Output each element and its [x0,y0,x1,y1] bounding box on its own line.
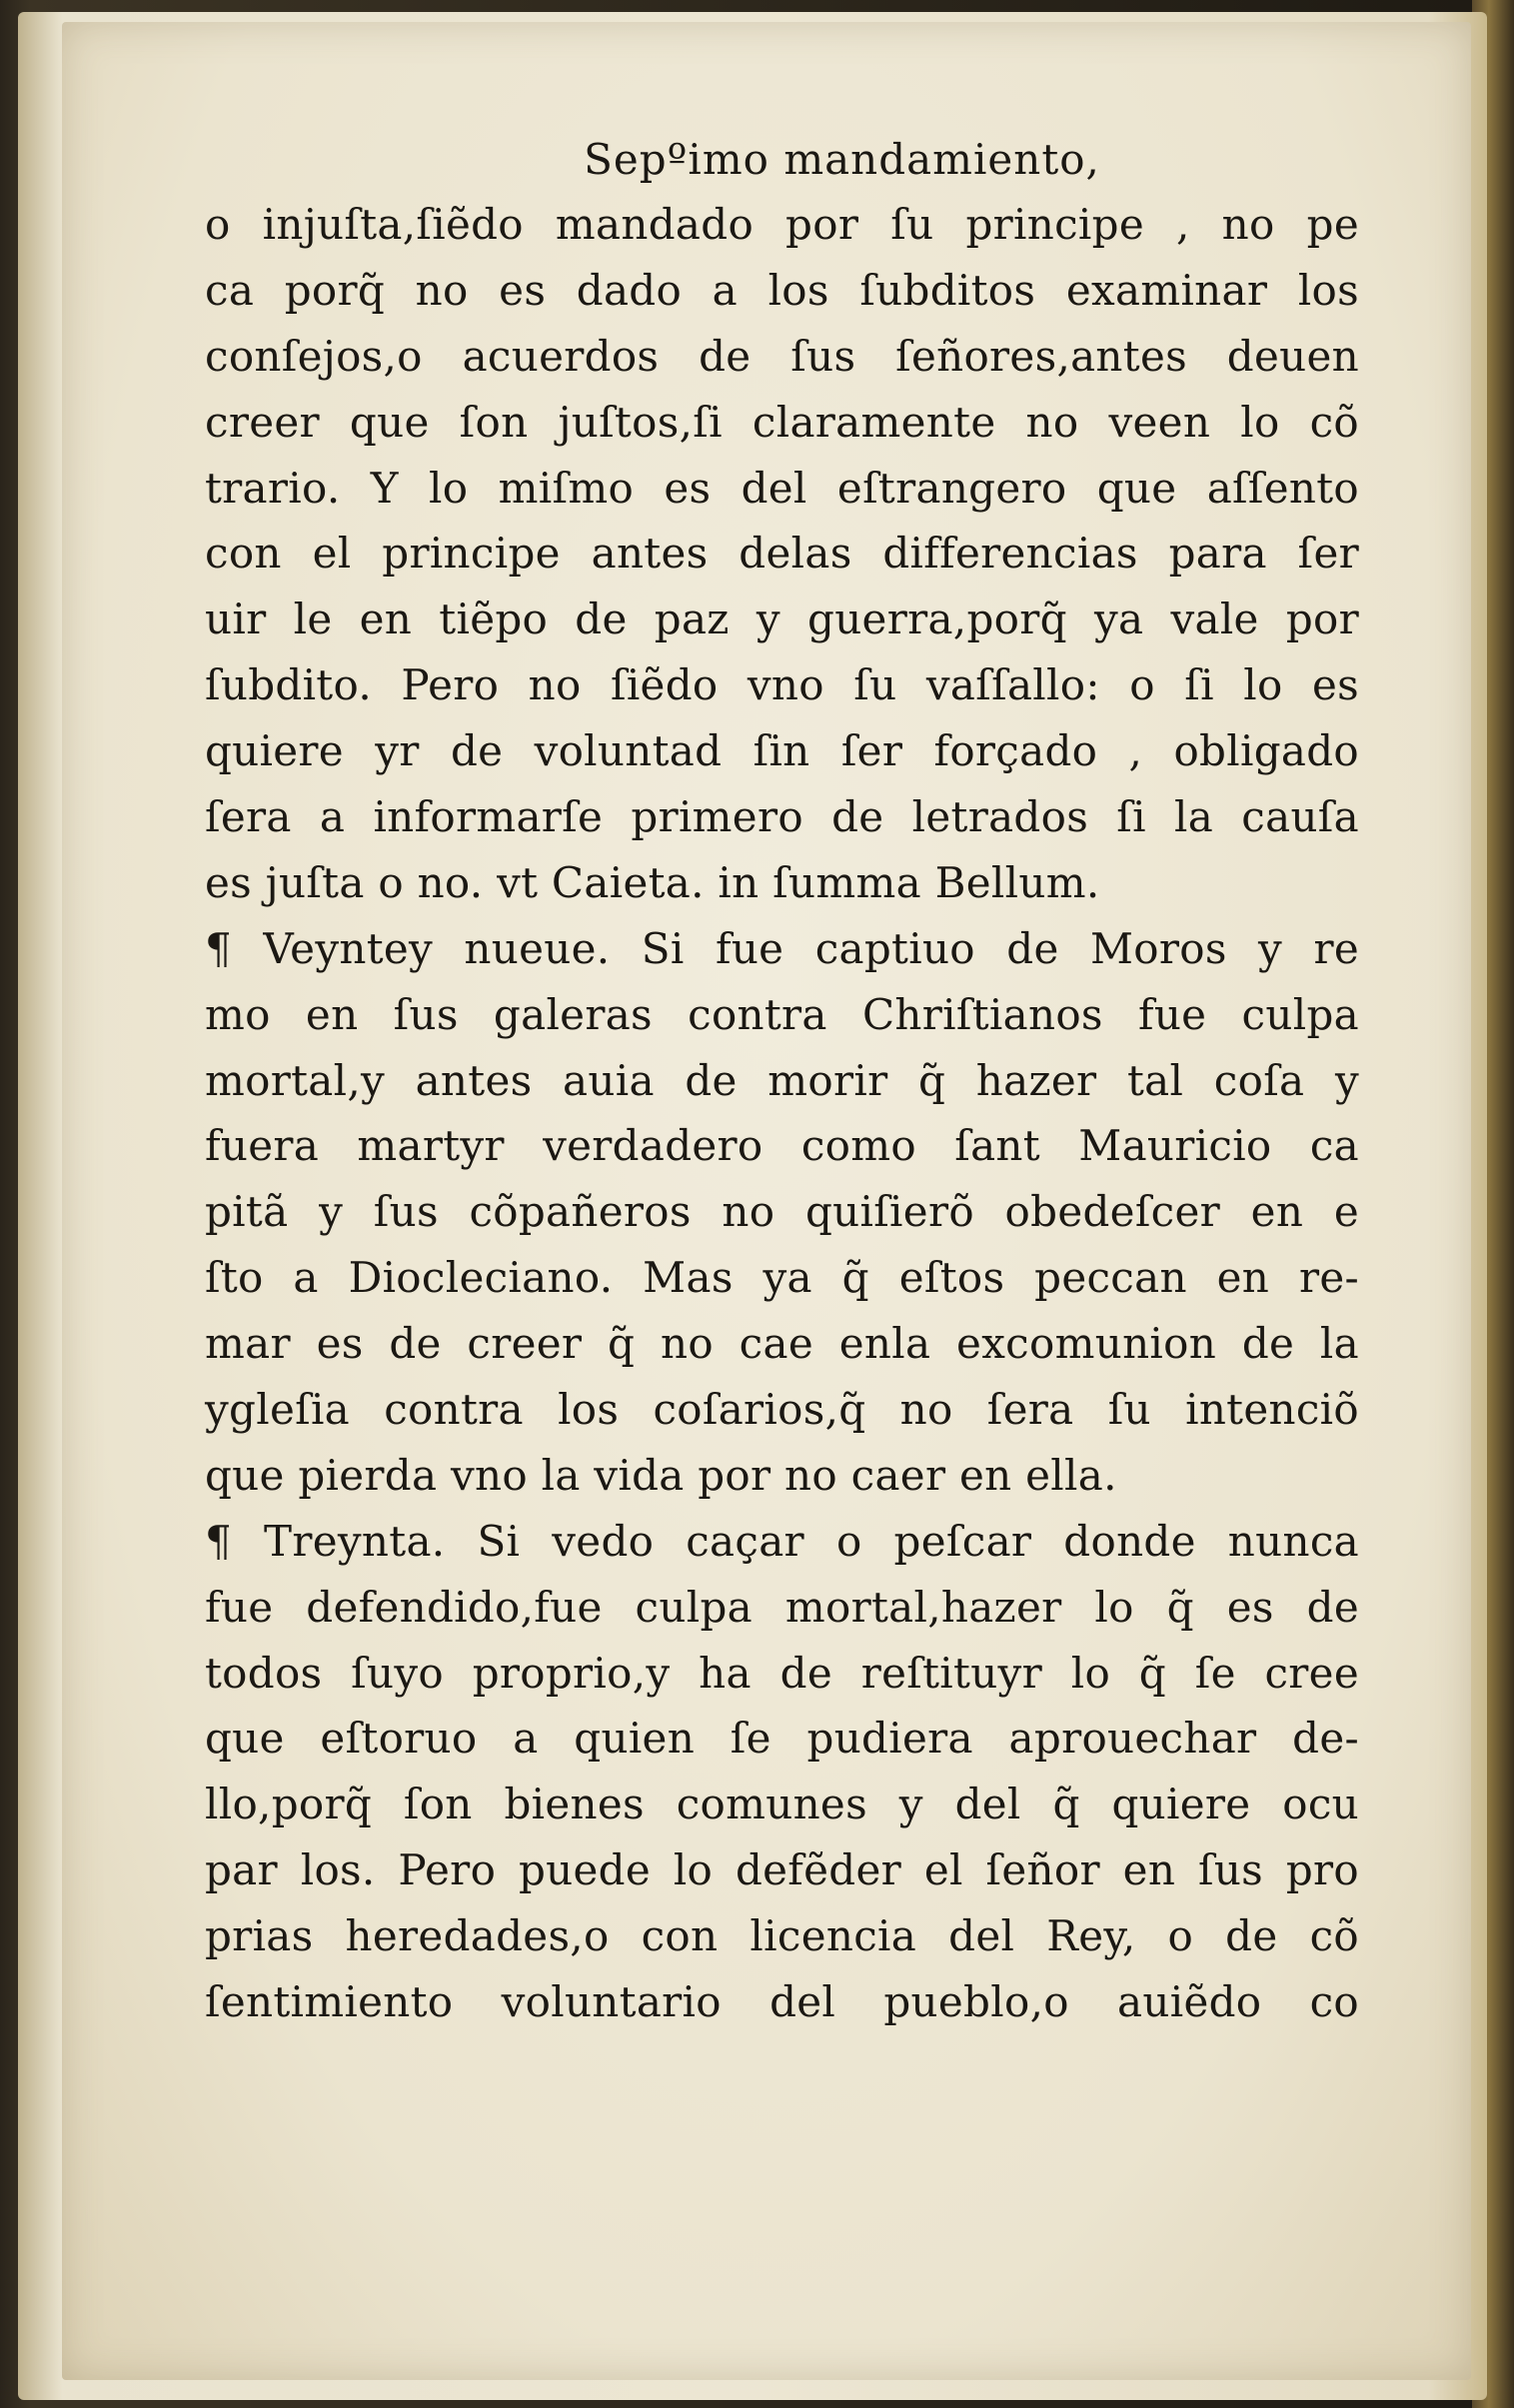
text-line: mortal,y antes auia de morir q̃ hazer tal coſa y [205,1055,1359,1105]
text-line: uir le en tiẽpo de paz y guerra,porq̃ ya vale por [205,595,1359,644]
paragraph-start-line: ¶ Veyntey nueue. Si fue captiuo de Moros y re [205,923,1359,973]
text-line: pitã y ſus cõpañeros no quiſierõ obedeſcer en e [205,1187,1359,1237]
text-line: que eſtoruo a quien ſe pudiera aprouechar de- [205,1714,1359,1764]
running-head: Sepºimo mandamiento, [584,135,1100,184]
text-line: que pierda vno la vida por no caer en ella. [205,1450,1117,1500]
text-line: todos ſuyo proprio,y ha de reſtituyr lo q̃ ſe cree [205,1648,1359,1698]
text-line: fuera martyr verdadero como ſant Mauricio ca [205,1121,1359,1171]
text-line: con el principe antes delas differencias para ſer [205,529,1359,579]
text-line: ca porq̃ no es dado a los ſubditos examinar los [205,265,1359,315]
text-line: llo,porq̃ ſon bienes comunes y del q̃ quiere ocu [205,1780,1359,1829]
text-line: prias heredades,o con licencia del Rey, o de cõ [205,1911,1359,1961]
text-line: es juſta o no. vt Caieta. in ſumma Bellum. [205,857,1100,907]
paragraph-start-line: ¶ Treynta. Si vedo caçar o peſcar donde nunca [205,1516,1359,1566]
text-line: conſejos,o acuerdos de ſus ſeñores,antes deuen [205,331,1359,381]
text-line: ſubdito. Pero no ſiẽdo vno ſu vaſſallo: o ſi lo es [205,660,1359,710]
text-line: par los. Pero puede lo defẽder el ſeñor en ſus pro [205,1845,1359,1895]
text-line: ſentimiento voluntario del pueblo,o auiẽdo co [205,1977,1359,2027]
text-line: fue defendido,fue culpa mortal,hazer lo q̃ es de [205,1582,1359,1632]
text-line: ſto a Diocleciano. Mas ya q̃ eſtos peccan en re- [205,1253,1359,1303]
text-line: mo en ſus galeras contra Chriſtianos fue culpa [205,989,1359,1039]
text-line: ygleſia contra los coſarios,q̃ no ſera ſu intenciõ [205,1385,1359,1435]
text-line: o injuſta,ſiẽdo mandado por ſu principe , no pe [205,200,1359,249]
text-line: ſera a informarſe primero de letrados ſi la cauſa [205,792,1359,842]
text-line: trario. Y lo miſmo es del eſtrangero que aſſento [205,463,1359,513]
text-line: quiere yr de voluntad ſin ſer forçado , obligado [205,726,1359,776]
text-line: creer que ſon juſtos,ſi claramente no veen lo cõ [205,397,1359,447]
text-line: mar es de creer q̃ no cae enla excomunion de la [205,1319,1359,1369]
page-text [205,128,1359,2035]
